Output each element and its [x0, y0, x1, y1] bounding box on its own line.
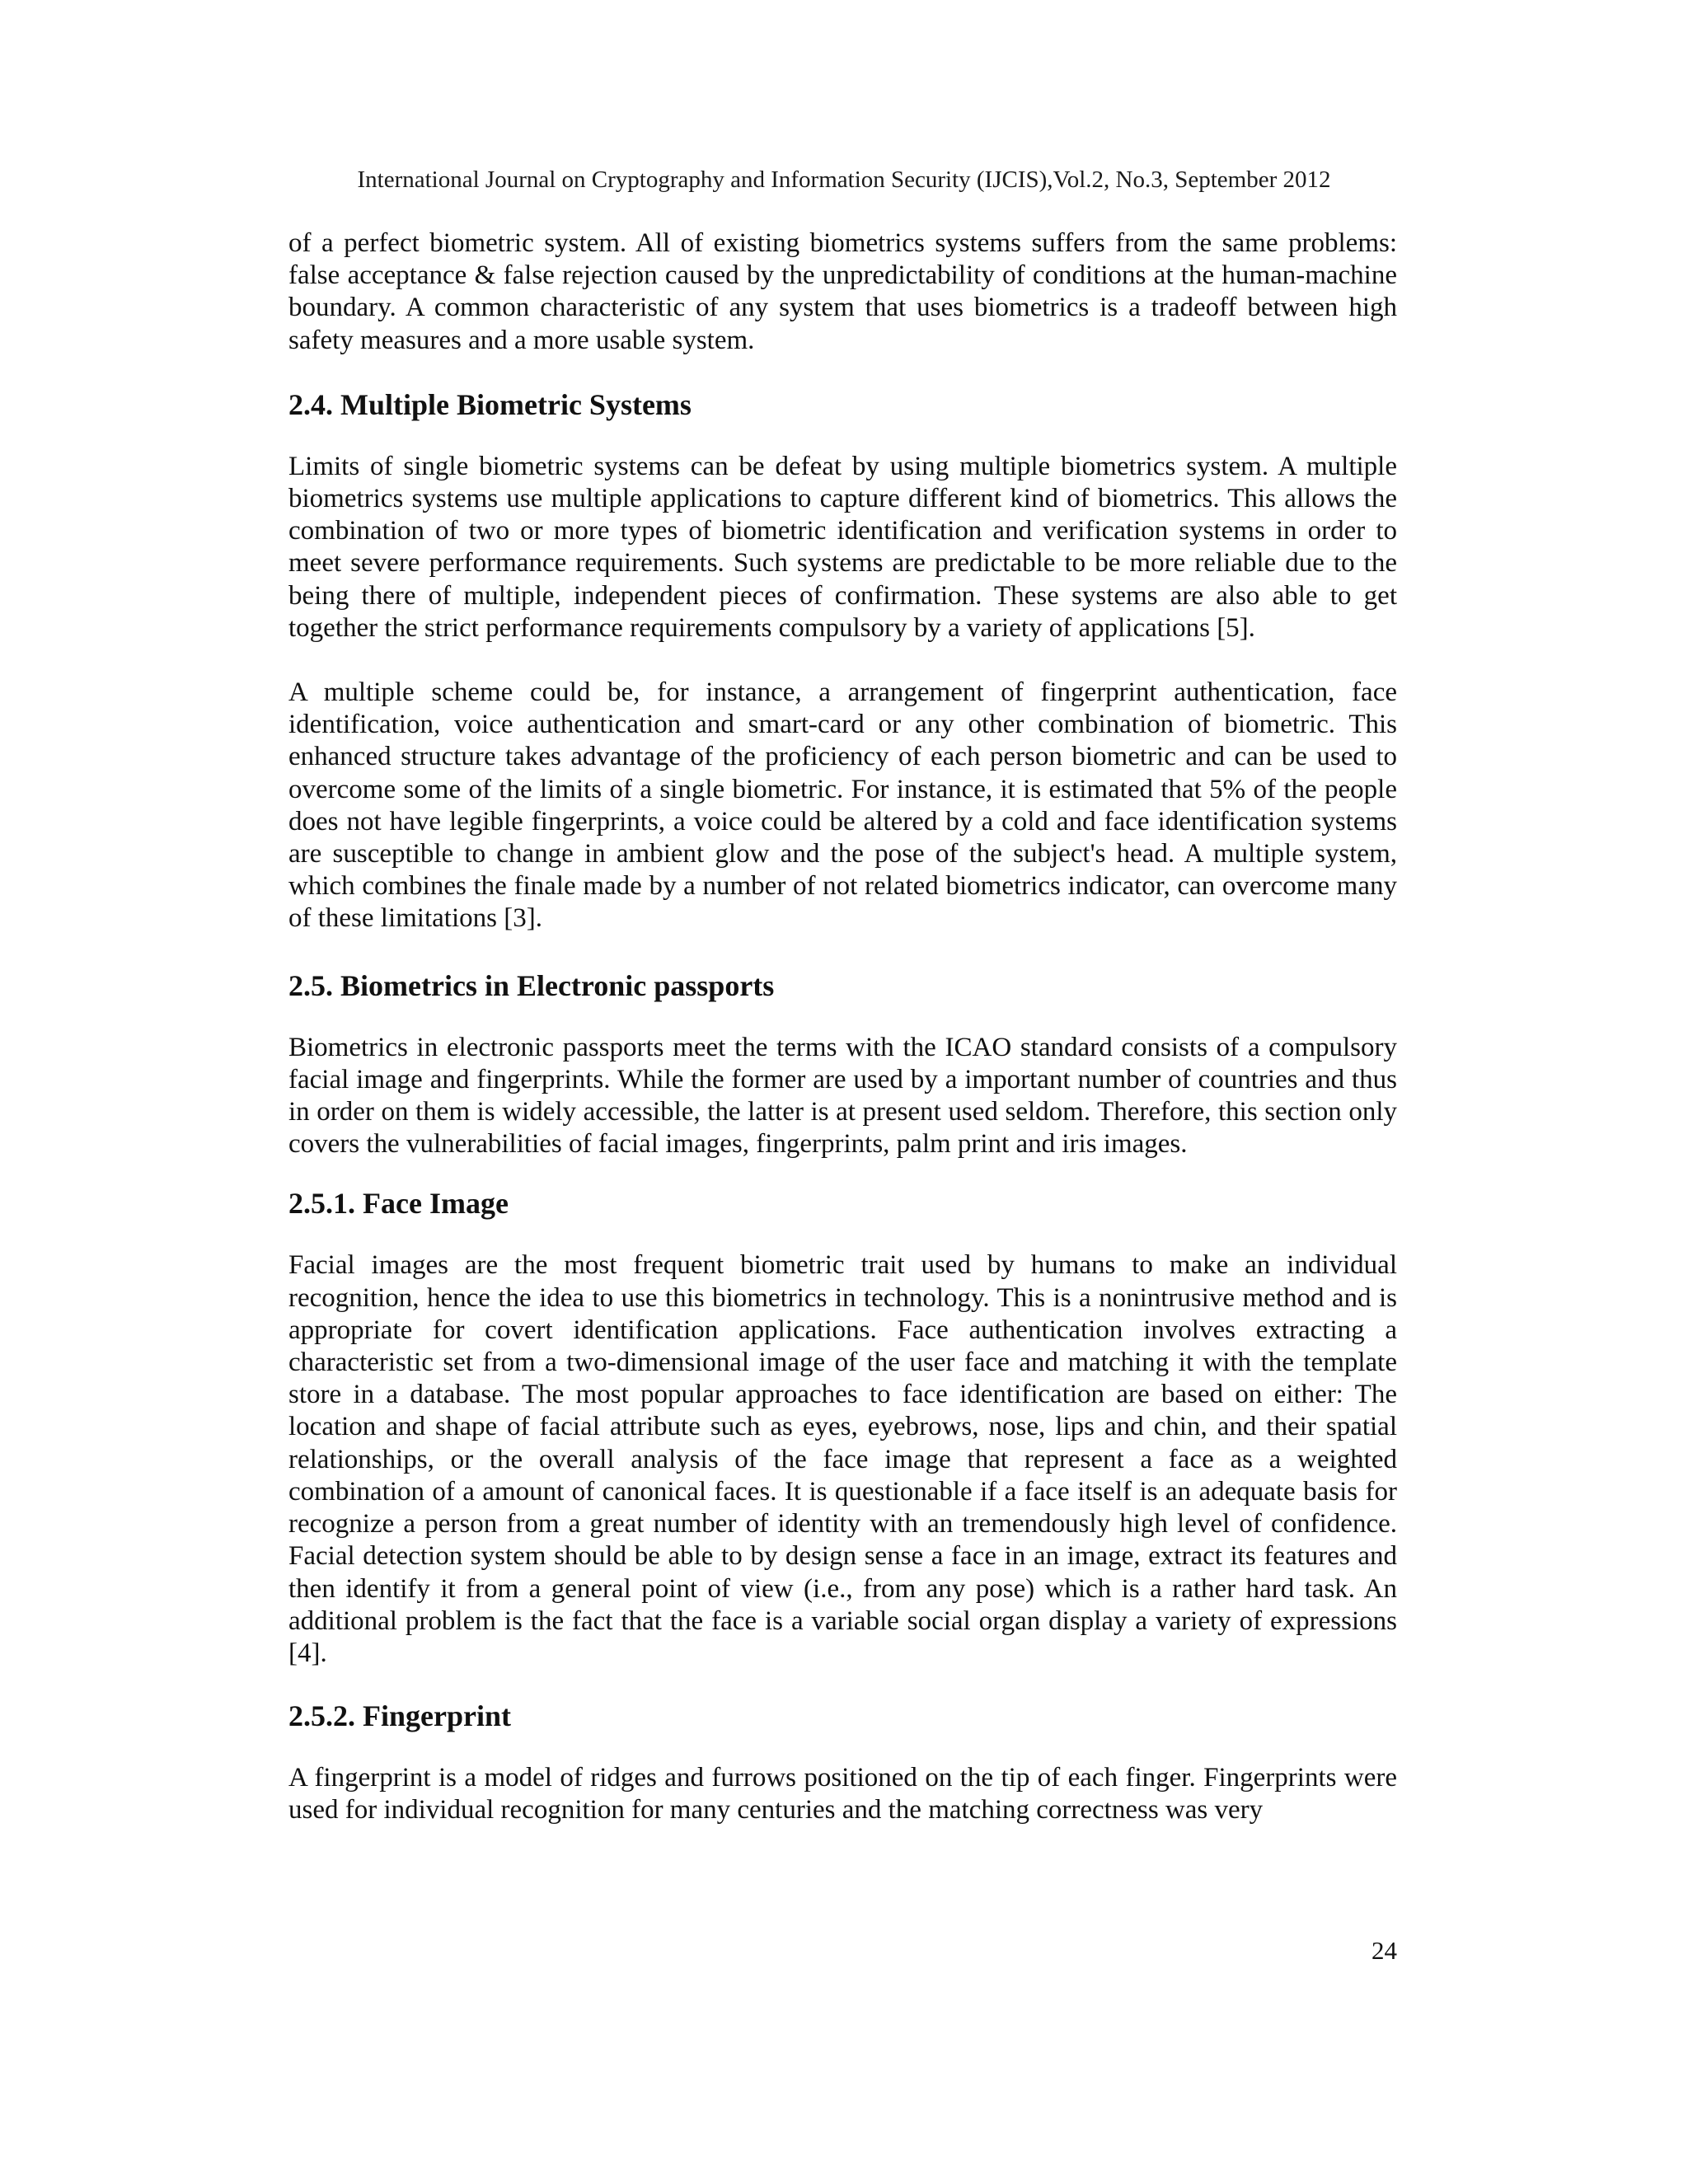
- article-body: [288, 227, 1397, 1827]
- paragraph-continued: of a perfect biometric system. All of existing biometrics systems suffers from the same problems: false acceptance & false rejection caused by the unpredictability of conditions at the human-machine boundary. A common characteristic of any system that uses biometrics is a tradeoff between high safety measures and a more usable system.: [288, 228, 1397, 355]
- section-heading-2-5-2: 2.5.2. Fingerprint: [288, 1699, 511, 1733]
- paragraph-fingerprint: A fingerprint is a model of ridges and furrows positioned on the tip of each finger. Fingerprints were used for individual recognition for many centuries and the matching correctness was very: [288, 1763, 1397, 1825]
- paragraph-multiple-scheme: A multiple scheme could be, for instance, a arrangement of fingerprint authentication, face identification, voice authentication and smart-card or any other combination of biometric. This enhanced structure takes advantage of the proficiency of each person biometric and can be used to overcome some of the limits of a single biometric. For instance, it is estimated that 5% of the people does not have legible fingerprints, a voice could be altered by a cold and face identification systems are susceptible to change in ambient glow and the pose of the subject's head. A multiple system, which combines the finale made by a number of not related biometrics indicator, can overcome many of these limitations [3].: [288, 677, 1397, 934]
- paragraph-multiple-biometrics: Limits of single biometric systems can be defeat by using multiple biometrics system. A multiple biometrics systems use multiple applications to capture different kind of biometrics. This allows the combination of two or more types of biometric identification and verification systems in order to meet severe performance requirements. Such systems are predictable to be more reliable due to the being there of multiple, independent pieces of confirmation. These systems are also able to get together the strict performance requirements compulsory by a variety of applications [5].: [288, 451, 1397, 643]
- section-heading-2-5-1: 2.5.1. Face Image: [288, 1187, 509, 1221]
- running-header: International Journal on Cryptography and Information Security (IJCIS),Vol.2, No.3, September 2012: [357, 166, 1331, 193]
- paragraph-face-image: Facial images are the most frequent biometric trait used by humans to make an individual recognition, hence the idea to use this biometrics in technology. This is a nonintrusive method and is appropriate for covert identification applications. Face authentication involves extracting a characteristic set from a two-dimensional image of the user face and matching it with the template store in a database. The most popular approaches to face identification are based on either: The location and shape of facial attribute such as eyes, eyebrows, nose, lips and chin, and their spatial relationships, or the overall analysis of the face image that represent a face as a weighted combination of a amount of canonical faces. It is questionable if a face itself is an adequate basis for recognize a person from a great number of identity with an tremendously high level of confidence. Facial detection system should be able to by design sense a face in an image, extract its features and then identify it from a general point of view (i.e., from any pose) which is a rather hard task. An additional problem is the fact that the face is a variable social organ display a variety of expressions [4].: [288, 1250, 1397, 1668]
- page-number: 24: [1372, 1936, 1397, 1965]
- section-heading-2-5: 2.5. Biometrics in Electronic passports: [288, 968, 775, 1002]
- paragraph-electronic-passports: Biometrics in electronic passports meet the terms with the ICAO standard consists of a compulsory facial image and fingerprints. While the former are used by a important number of countries and thus in order on them is widely accessible, the latter is at present used seldom. Therefore, this section only covers the vulnerabilities of facial images, fingerprints, palm print and iris images.: [288, 1032, 1397, 1160]
- section-heading-2-4: 2.4. Multiple Biometric Systems: [288, 387, 692, 421]
